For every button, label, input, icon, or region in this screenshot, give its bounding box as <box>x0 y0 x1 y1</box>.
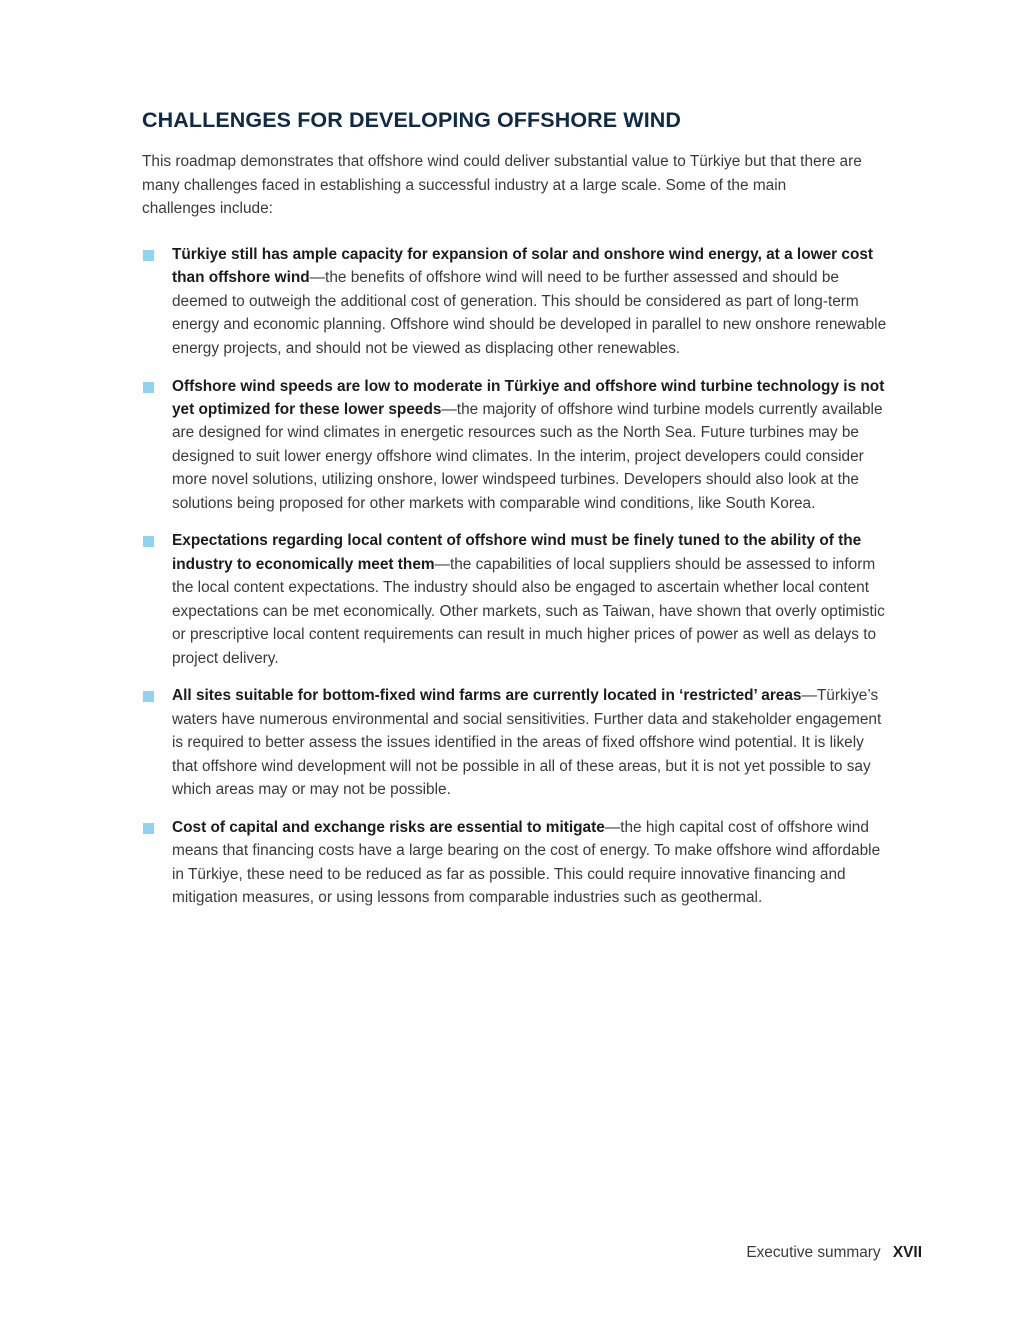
bullet-lead-text: Cost of capital and exchange risks are essential to mitigate <box>172 818 605 836</box>
bullet-body-text: —the high capital cost of offshore wind means that financing costs have a large bearing on the cost of energy. To make offshore wind affordable in Türkiye, these need to be reduced as far as possible. This could require innovative financing and mitigation measures, or using lessons from comparable industries such as geothermal. <box>172 818 881 907</box>
page-footer <box>746 1244 922 1262</box>
square-bullet-icon <box>143 823 154 834</box>
bullet-body-text: —the majority of offshore wind turbine models currently available are designed for wind climates in energetic resources such as the North Sea. Future turbines may be designed to suit lower energy offshore wind climates. In the interim, project developers could consider more novel solutions, utilizing onshore, lower windspeed turbines. Developers should also look at the solutions being proposed for other markets with comparable wind conditions, like South Korea. <box>172 400 883 512</box>
list-item <box>142 816 887 910</box>
challenges-list <box>142 243 887 924</box>
list-item <box>142 529 887 669</box>
intro-paragraph: This roadmap demonstrates that offshore wind could deliver substantial value to Türkiye but that there are many challenges faced in establishing a successful industry at a large scale. Some of the main challenges include: <box>142 153 862 217</box>
page-number: XVII <box>892 1244 922 1261</box>
bullet-body-text: —the benefits of offshore wind will need to be further assessed and should be deemed to outweigh the additional cost of generation. This should be considered as part of long-term energy and economic planning. Offshore wind should be developed in parallel to new onshore renewable energy projects, and should not be viewed as displacing other renewables. <box>172 269 887 357</box>
bullet-body-text: —Türkiye’s waters have numerous environmental and social sensitivities. Further data and stakeholder engagement is required to better assess the issues identified in the areas of fixed offshore wind potential. It is likely that offshore wind development will not be possible in all of these areas, but it is not yet possible to say which areas may or may not be possible. <box>172 687 882 799</box>
square-bullet-icon <box>143 691 154 702</box>
bullet-lead-text: Türkiye still has ample capacity for expansion of solar and onshore wind energy, at a lower cost than offshore wind <box>172 246 874 287</box>
section-title: CHALLENGES FOR DEVELOPING OFFSHORE WIND <box>142 108 682 132</box>
list-item <box>142 684 887 801</box>
bullet-lead-text: Offshore wind speeds are low to moderate in Türkiye and offshore wind turbine technology is not yet optimized for these lower speeds <box>172 377 885 418</box>
square-bullet-icon <box>143 536 154 547</box>
square-bullet-icon <box>143 382 154 393</box>
list-item <box>142 375 887 515</box>
footer-section-label: Executive summary <box>746 1244 881 1261</box>
bullet-lead-text: Expectations regarding local content of offshore wind must be finely tuned to the ability of the industry to economically meet them <box>172 532 862 573</box>
bullet-lead-text: All sites suitable for bottom-fixed wind farms are currently located in ‘restricted’ areas <box>172 687 802 705</box>
square-bullet-icon <box>143 250 154 261</box>
bullet-body-text: —the capabilities of local suppliers should be assessed to inform the local content expectations. The industry should also be engaged to ascertain whether local content expectations can be met economically. Other markets, such as Taiwan, have shown that overly optimistic or prescriptive local content requirements can result in much higher prices of power as well as delays to project delivery. <box>172 555 885 667</box>
list-item <box>142 243 887 360</box>
